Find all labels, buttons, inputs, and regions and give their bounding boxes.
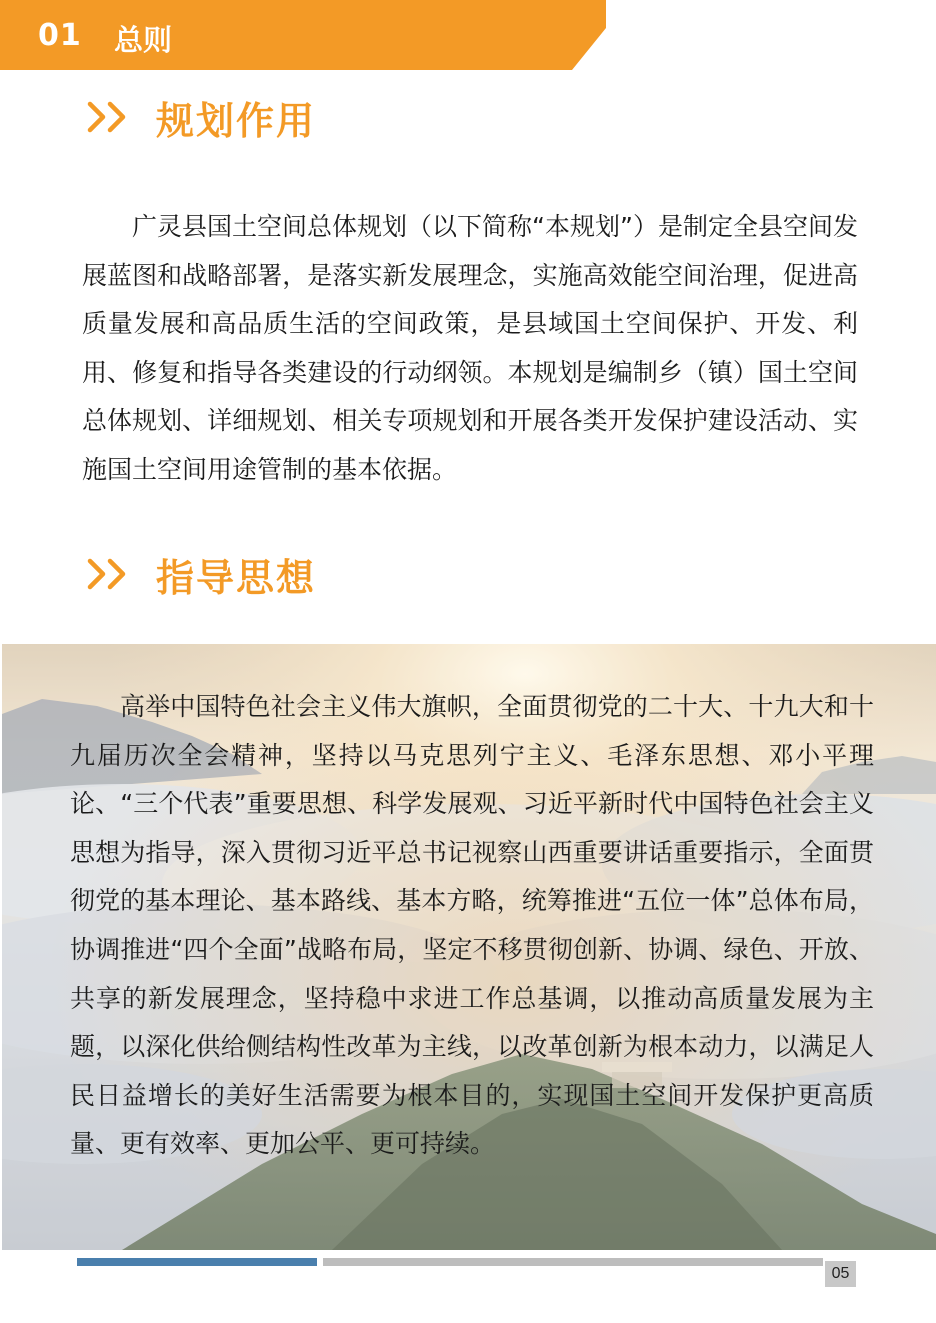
section-title: 指导思想 bbox=[156, 555, 317, 600]
section-paragraph-guiding-ideology: 高举中国特色社会主义伟大旗帜，全面贯彻党的二十大、十九大和十九届历次全会精神，坚持以马克思列宁主义、毛泽东思想、邓小平理论、“三个代表”重要思想、科学发展观、习近平新时代中国特色社会主义思想为指导，深入贯彻习近平总书记视察山西重要讲话重要指示，全面贯彻党的基本理论、基本路线、基本方略，统筹推进“五位一体”总体布局，协调推进“四个全面”战略布局，坚定不移贯彻创新、协调、绿色、开放、共享的新发展理念，坚持稳中求进工作总基调，以推动高质量发展为主题，以深化供给侧结构性改革为主线，以改革创新为根本动力，以满足人民日益增长的美好生活需要为根本目的，实现国土空间开发保护更高质量、更有效率、更加公平、更可持续。 bbox=[70, 692, 874, 1159]
double-chevron-right-icon bbox=[86, 556, 132, 592]
section-heading-guiding-ideology bbox=[86, 549, 316, 599]
section-heading-planning-role bbox=[86, 92, 316, 142]
chapter-number: 01 bbox=[38, 18, 82, 53]
page-number: 05 bbox=[825, 1261, 856, 1287]
section-paragraph-planning-role: 广灵县国土空间总体规划（以下简称“本规划”）是制定全县空间发展蓝图和战略部署，是落实新发展理念，实施高效能空间治理，促进高质量发展和高品质生活的空间政策，是县域国土空间保护、开发、利用、修复和指导各类建设的行动纲领。本规划是编制乡（镇）国土空间总体规划、详细规划、相关专项规划和开展各类开发保护建设活动、实施国土空间用途管制的基本依据。 bbox=[82, 212, 858, 484]
section-title: 规划作用 bbox=[156, 98, 317, 143]
footer-divider-bar bbox=[323, 1258, 823, 1266]
chapter-title: 总则 bbox=[114, 23, 173, 57]
footer-accent-bar bbox=[77, 1258, 317, 1266]
chapter-header-band bbox=[0, 0, 606, 70]
double-chevron-right-icon bbox=[86, 99, 132, 135]
